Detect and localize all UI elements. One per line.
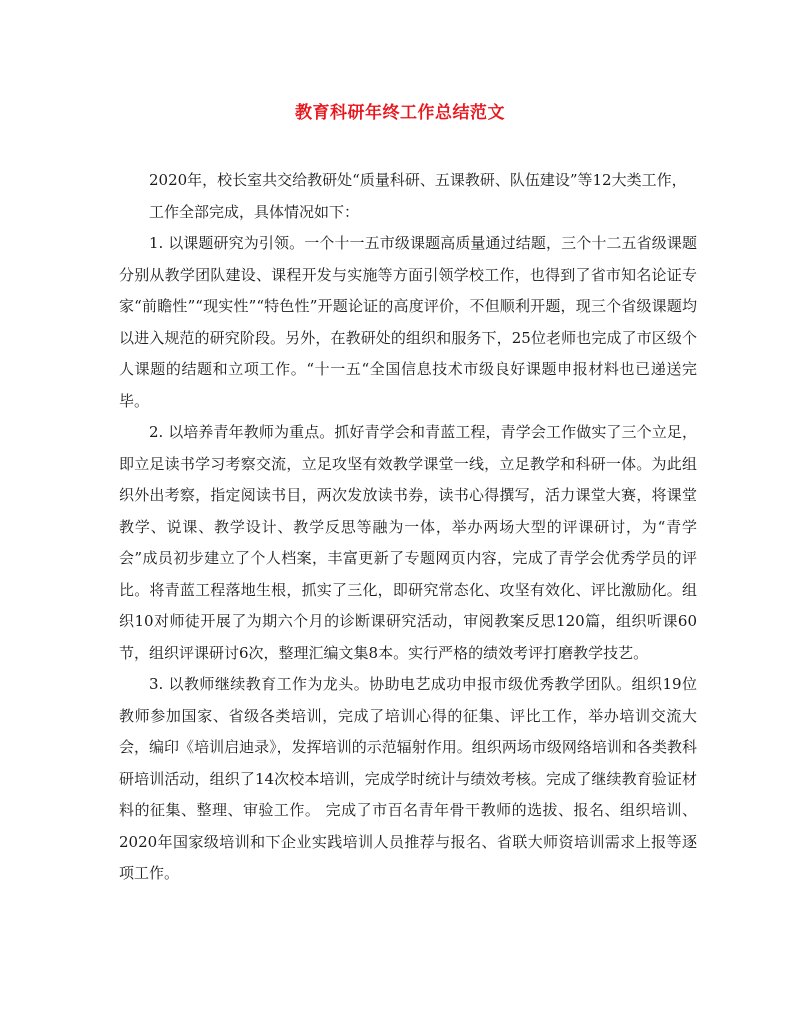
document-body [119,165,697,890]
paragraph-summary: 工作全部完成，具体情况如下： [149,202,360,221]
paragraph-continuing-education: 3. 以教师继续教育工作为龙头。协助电艺成功申报市级优秀教学团队。组织19位教师参加国家、省级各类培训，完成了培训心得的征集、评比工作，举办培训交流大会，编印《培训启迪录》，发挥培训的示范辐射作用。组织两场市级网络培训和各类教科研培训活动，组织了14次校本培训，完成学时统计与绩效考核。完成了继续教育验证材料的征集、整理、审验工作。 完成了市百名青年骨干教师的选拔、报名、组织培训、2020年国家级培训和下企业实践培训人员推荐与报名、省联大师资培训需求上报等逐项工作。 [119,675,697,882]
paragraph-young-teachers: 2. 以培养青年教师为重点。抓好青学会和青蓝工程，青学会工作做实了三个立足，即立足读书学习考察交流，立足攻坚有效教学课堂一线，立足教学和科研一体。为此组织外出考察，指定阅读书目，两次发放读书券，读书心得撰写，活力课堂大赛，将课堂教学、说课、教学设计、教学反思等融为一体，举办两场大型的评课研讨，为“青学会”成员初步建立了个人档案，丰富更新了专题网页内容，完成了青学会优秀学员的评比。将青蓝工程落地生根，抓实了三化，即研究常态化、攻坚有效化、评比激励化。组织10对师徒开展了为期六个月的诊断课研究活动，审阅教案反思120篇，组织听课60节，组织评课研讨6次，整理汇编文集8本。实行严格的绩效考评打磨教学技艺。 [119,423,697,662]
document-title: 教育科研年终工作总结范文 [295,103,505,123]
paragraph-intro: 2020年，校长室共交给教研处“质量科研、五课教研、队伍建设”等12大类工作， [149,171,687,189]
paragraph-research: 1. 以课题研究为引领。一个十一五市级课题高质量通过结题，三个十二五省级课题分别从教学团队建设、课程开发与实施等方面引领学校工作，也得到了省市知名论证专家“前瞻性”“现实性”“特色性”开题论证的高度评价，不但顺利开题，现三个省级课题均以进入规范的研究阶段。另外，在教研处的组织和服务下，25位老师也完成了市区级个人课题的结题和立项工作。“十一五“全国信息技术市级良好课题申报材料也已递送完毕。 [119,234,697,410]
